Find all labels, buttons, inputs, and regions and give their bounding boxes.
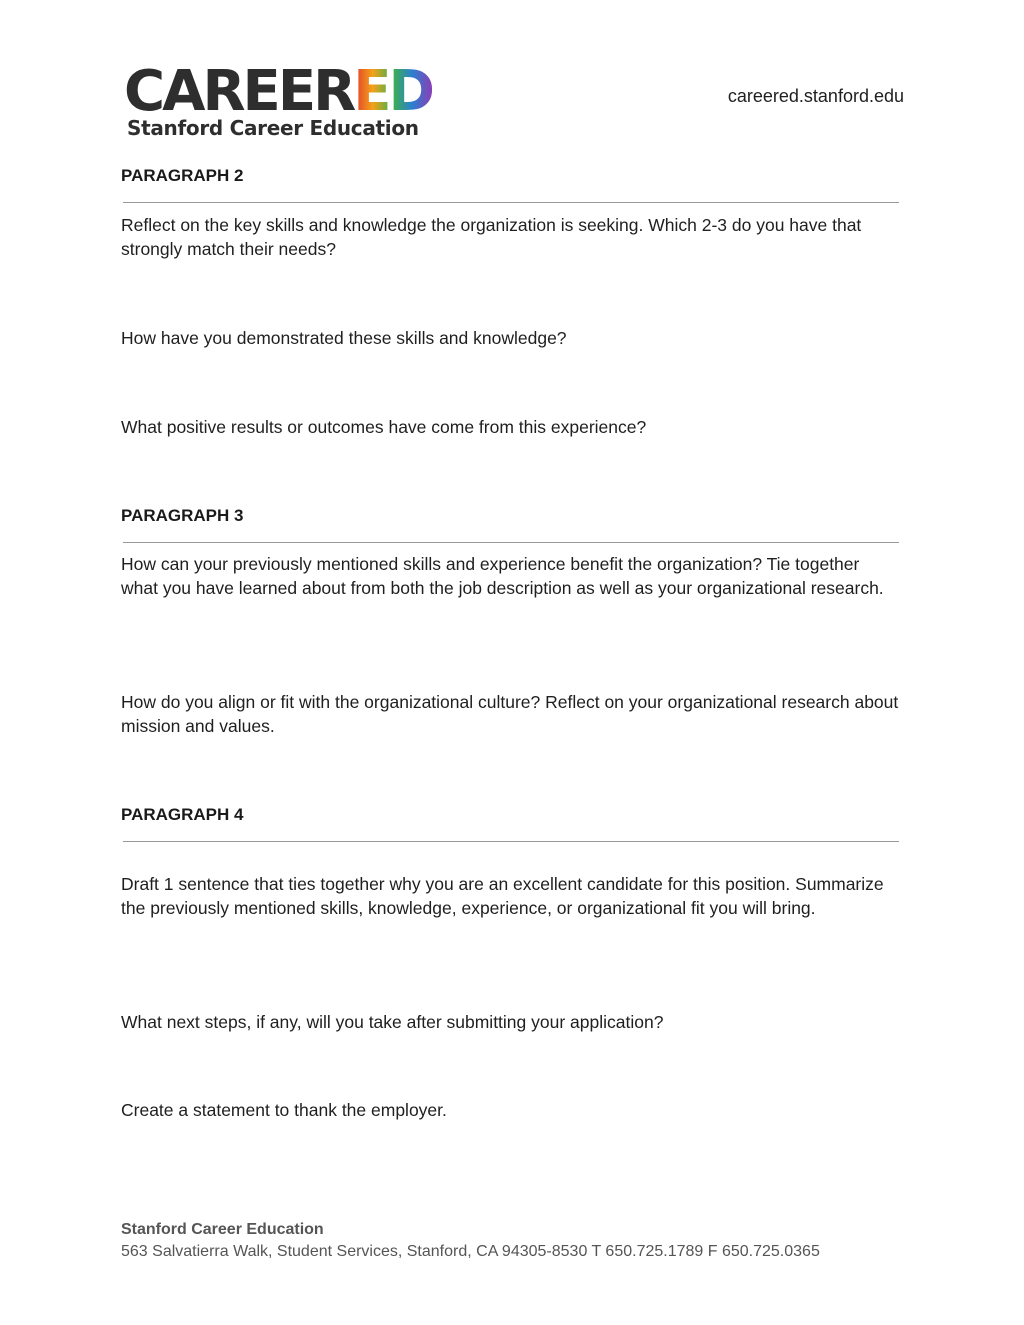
prompt-summary-sentence: Draft 1 sentence that ties together why you are an excellent candidate for this position. Summarize the previously mentioned skills, knowledge, experience, or organizational fit you will bring. (121, 874, 884, 918)
section-divider (123, 542, 899, 543)
prompt-culture-fit: How do you align or fit with the organizational culture? Reflect on your organizational research about mission and values. (121, 692, 899, 736)
logo (124, 59, 432, 144)
prompt-thank-employer: Create a statement to thank the employer. (121, 1100, 447, 1120)
section-divider (123, 202, 899, 203)
logo-accent-text: ED (353, 59, 432, 124)
logo-subtitle: Stanford Career Education (127, 116, 419, 140)
prompt-key-skills: Reflect on the key skills and knowledge the organization is seeking. Which 2-3 do you have that strongly match their needs? (121, 215, 862, 259)
prompt-demonstrated: How have you demonstrated these skills and knowledge? (121, 328, 567, 348)
section-heading-paragraph-4: PARAGRAPH 4 (121, 805, 244, 824)
section-heading-paragraph-2: PARAGRAPH 2 (121, 166, 244, 185)
section-divider (123, 841, 899, 842)
site-url: careered.stanford.edu (727, 86, 904, 106)
section-heading-paragraph-3: PARAGRAPH 3 (121, 506, 244, 525)
prompt-benefit-organization: How can your previously mentioned skills and experience benefit the organization? Tie together what you have learned about from both the job description as well as your organizational research. (121, 554, 884, 598)
prompt-next-steps: What next steps, if any, will you take after submitting your application? (121, 1012, 664, 1032)
footer-address: 563 Salvatierra Walk, Student Services, Stanford, CA 94305-8530 T 650.725.1789 F 650.725.0365 (121, 1243, 820, 1260)
prompt-positive-results: What positive results or outcomes have come from this experience? (121, 417, 647, 437)
logo-main-text: CAREER (124, 59, 354, 124)
logo-wordmark (124, 59, 432, 124)
footer-org-name: Stanford Career Education (121, 1221, 324, 1238)
footer (121, 1221, 820, 1261)
